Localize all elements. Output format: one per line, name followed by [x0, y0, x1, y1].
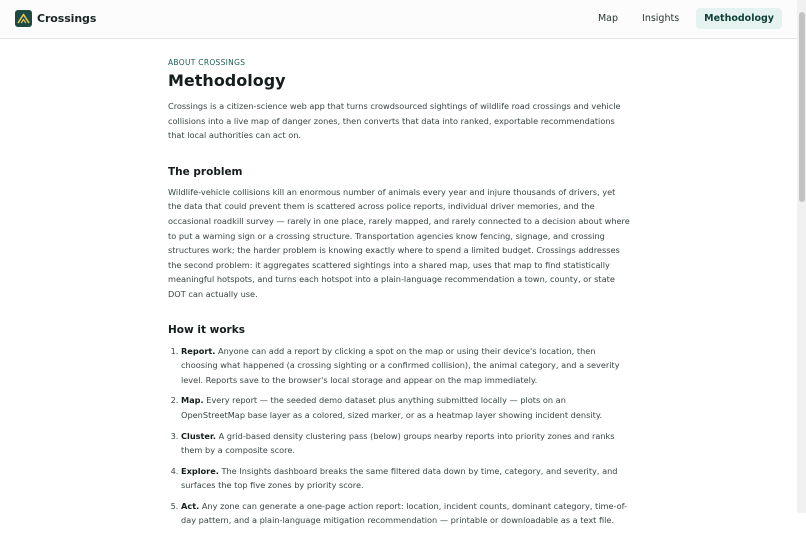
- methodology-content: [168, 58, 630, 534]
- nav-methodology[interactable]: Methodology: [696, 8, 782, 29]
- step-text: Every report — the seeded demo dataset plus anything submitted locally — plots on an OpenStreetMap base layer as a colored, sized marker, or as a heatmap layer showing incident density.: [181, 395, 603, 420]
- step-explore: [181, 464, 630, 493]
- step-report: [181, 344, 630, 388]
- scrollbar-thumb[interactable]: [799, 12, 805, 202]
- step-text: Anyone can add a report by clicking a spot on the map or using their device's location, then choosing what happened (a crossing sighting or a confirmed collision), the animal category, and a severity level. Reports save to the browser's local storage and appear on the map immediately.: [181, 345, 620, 385]
- problem-heading: The problem: [168, 165, 243, 178]
- main-nav: [581, 8, 782, 29]
- problem-paragraph: Wildlife-vehicle collisions kill an enormous number of animals every year and injure thousands of drivers, yet the data that could prevent them is scattered across police reports, individual driver memories, and the occasional roadkill survey — rarely in one place, rarely mapped, and rarely connected to a decision about where to put a warning sign or a crossing structure. Transportation agencies know fencing, signage, and crossing structures work; the harder problem is knowing exactly where to spend a limited budget. Crossings addresses the second problem: it aggregates scattered sightings into a shared map, uses that map to find statistically meaningful hotspots, and turns each hotspot into a plain-language recommendation a town, county, or state DOT can actually use.: [168, 186, 630, 299]
- app-name: Crossings: [37, 12, 97, 25]
- step-map: [181, 393, 630, 422]
- step-label: Explore.: [181, 465, 219, 476]
- step-text: Any zone can generate a one-page action report: location, incident counts, dominant category, time-of-day pattern, and a plain-language mitigation recommendation — printable or downloadable as a text file.: [181, 500, 628, 526]
- brand[interactable]: [15, 10, 96, 27]
- mountain-logo-icon: [15, 10, 32, 27]
- step-label: Act.: [181, 500, 200, 511]
- section-eyebrow: ABOUT CROSSINGS: [168, 58, 246, 67]
- nav-map[interactable]: Map: [597, 13, 619, 24]
- how-it-works-steps: [168, 344, 630, 529]
- step-label: Map.: [181, 395, 204, 406]
- vertical-scrollbar[interactable]: [797, 0, 806, 513]
- step-label: Cluster.: [181, 430, 216, 441]
- top-nav-bar: [0, 0, 797, 39]
- step-cluster: [181, 429, 630, 458]
- step-label: Report.: [181, 345, 216, 356]
- step-text: A grid-based density clustering pass (below) groups nearby reports into priority zones and ranks them by a composite score.: [181, 430, 615, 456]
- how-it-works-heading: How it works: [168, 323, 245, 336]
- intro-paragraph: Crossings is a citizen-science web app that turns crowdsourced sightings of wildlife road crossings and vehicle collisions into a live map of danger zones, then converts that data into ranked, exportable recommendations that local authorities can act on.: [168, 101, 621, 141]
- page-title: Methodology: [168, 71, 286, 90]
- step-act: [181, 499, 630, 528]
- step-text: The Insights dashboard breaks the same filtered data down by time, category, and severity, and surfaces the top five zones by priority score.: [181, 465, 618, 491]
- nav-insights[interactable]: Insights: [642, 13, 680, 24]
